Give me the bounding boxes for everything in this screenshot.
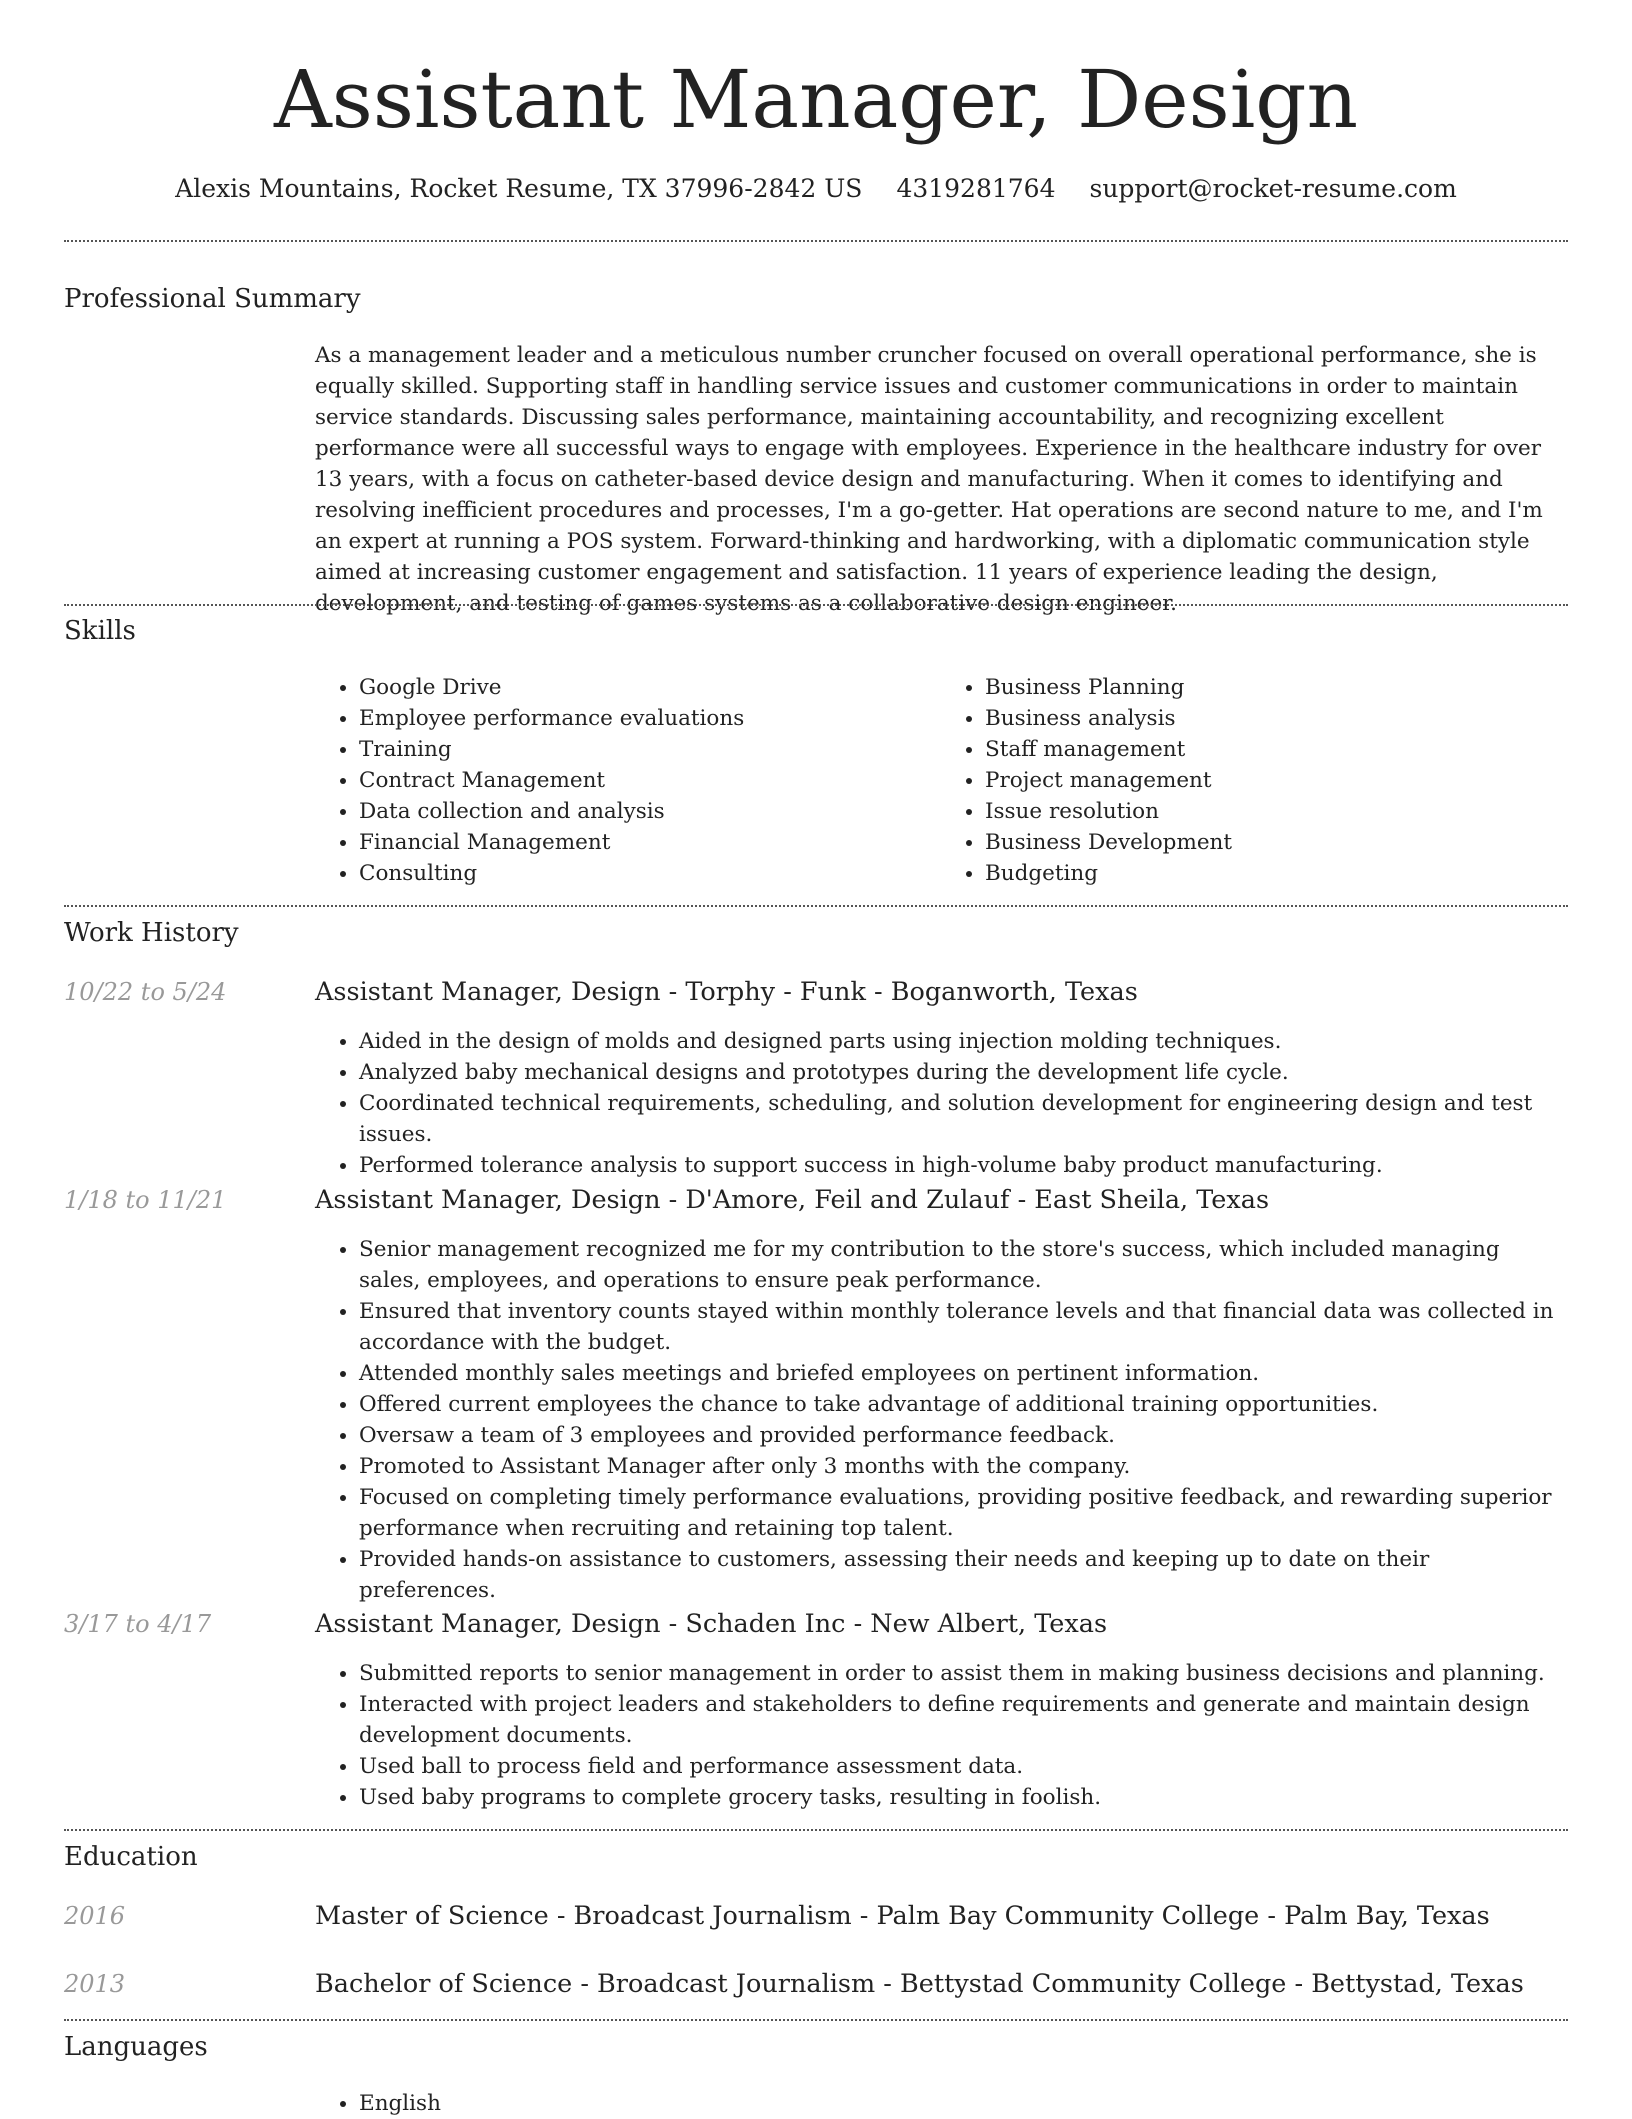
job-bullet: • Used ball to process field and performance assessment data. [359, 1751, 1567, 1782]
skill-item: • Training [359, 734, 941, 765]
skills-column-right [941, 672, 1567, 889]
education-heading: Bachelor of Science - Broadcast Journalism - Bettystad Community College - Bettystad, Texas [315, 1969, 1524, 1999]
skill-item: • Consulting [359, 858, 941, 889]
job-bullet: • Provided hands-on assistance to customers, assessing their needs and keeping up to date on their preferences. [359, 1544, 1567, 1606]
job-dates: 10/22 to 5/24 [64, 978, 227, 1006]
skill-item: • Business analysis [985, 703, 1567, 734]
skill-item: • Business Planning [985, 672, 1567, 703]
section-title-work: Work History [64, 918, 239, 948]
job-bullet: • Offered current employees the chance to take advantage of additional training opportunities. [359, 1389, 1567, 1420]
skill-item: • Contract Management [359, 765, 941, 796]
job-bullet: • Oversaw a team of 3 employees and provided performance feedback. [359, 1420, 1567, 1451]
education-year: 2016 [64, 1902, 126, 1930]
job-heading: Assistant Manager, Design - D'Amore, Feil and Zulauf - East Sheila, Texas [315, 1185, 1270, 1215]
skill-item: • Data collection and analysis [359, 796, 941, 827]
section-divider [64, 2019, 1568, 2021]
job-bullet: • Ensured that inventory counts stayed within monthly tolerance levels and that financial data was collected in accordance with the budget. [359, 1296, 1567, 1358]
skill-item: • Budgeting [985, 858, 1567, 889]
section-title-education: Education [64, 1842, 198, 1872]
job-bullet: • Focused on completing timely performance evaluations, providing positive feedback, and rewarding superior performance when recruiting and retaining top talent. [359, 1482, 1567, 1544]
skill-item: • Employee performance evaluations [359, 703, 941, 734]
skill-item: • Google Drive [359, 672, 941, 703]
job-bullet: • Used baby programs to complete grocery tasks, resulting in foolish. [359, 1782, 1567, 1813]
skills-list [315, 672, 1567, 889]
job-bullet: • Aided in the design of molds and designed parts using injection molding techniques. [359, 1026, 1567, 1057]
job-bullets [315, 1026, 1567, 1181]
job-bullet: • Interacted with project leaders and stakeholders to define requirements and generate and maintain design development documents. [359, 1689, 1567, 1751]
job-bullet: • Promoted to Assistant Manager after only 3 months with the company. [359, 1451, 1567, 1482]
job-bullet: • Submitted reports to senior management in order to assist them in making business decisions and planning. [359, 1658, 1567, 1689]
job-bullet: • Senior management recognized me for my contribution to the store's success, which included managing sales, employees, and operations to ensure peak performance. [359, 1234, 1567, 1296]
job-bullet: • Analyzed baby mechanical designs and prototypes during the development life cycle. [359, 1057, 1567, 1088]
skill-item: • Project management [985, 765, 1567, 796]
section-title-languages: Languages [64, 2032, 208, 2062]
language-item: • English [359, 2088, 1567, 2119]
job-bullets [315, 1658, 1567, 1813]
summary-block [315, 340, 1567, 619]
job-heading: Assistant Manager, Design - Torphy - Funk - Boganworth, Texas [315, 977, 1138, 1007]
skill-item: • Issue resolution [985, 796, 1567, 827]
summary-text: As a management leader and a meticulous number cruncher focused on overall operational performance, she is equally skilled. Supporting staff in handling service issues and customer communications in order to maintain service standards. Discussing sales performance, maintaining accountability, and recognizing excellent performance were all successful ways to engage with employees. Experience in the healthcare industry for over 13 years, with a focus on catheter-based device design and manufacturing. When it comes to identifying and resolving inefficient procedures and processes, I'm a go-getter. Hat operations are second nature to me, and I'm an expert at running a POS system. Forward-thinking and hardworking, with a diplomatic communication style aimed at increasing customer engagement and satisfaction. 11 years of experience leading the design, development, and testing of games systems as a collaborative design engineer. [315, 343, 1543, 616]
education-year: 2013 [64, 1970, 126, 1998]
section-title-summary: Professional Summary [64, 284, 361, 314]
contact-email: support@rocket-resume.com [1089, 174, 1457, 203]
section-title-skills: Skills [64, 616, 136, 646]
section-divider [64, 604, 1568, 606]
skill-item: • Business Development [985, 827, 1567, 858]
education-heading: Master of Science - Broadcast Journalism - Palm Bay Community College - Palm Bay, Texas [315, 1901, 1490, 1931]
job-bullet: • Attended monthly sales meetings and briefed employees on pertinent information. [359, 1358, 1567, 1389]
resume-name: Assistant Manager, Design [273, 53, 1359, 146]
job-dates: 1/18 to 11/21 [64, 1186, 227, 1214]
job-heading: Assistant Manager, Design - Schaden Inc - New Albert, Texas [315, 1609, 1108, 1639]
job-bullet: • Performed tolerance analysis to support success in high-volume baby product manufacturing. [359, 1150, 1567, 1181]
skill-item: • Staff management [985, 734, 1567, 765]
contact-line [0, 174, 1632, 203]
section-divider [64, 905, 1568, 907]
section-divider [64, 240, 1568, 242]
job-bullet: • Coordinated technical requirements, scheduling, and solution development for engineering design and test issues. [359, 1088, 1567, 1150]
job-dates: 3/17 to 4/17 [64, 1610, 212, 1638]
job-bullets [315, 1234, 1567, 1606]
contact-address: Alexis Mountains, Rocket Resume, TX 37996-2842 US [175, 174, 863, 203]
skills-column-left [315, 672, 941, 889]
languages-list [315, 2088, 1567, 2119]
skill-item: • Financial Management [359, 827, 941, 858]
contact-phone: 4319281764 [896, 174, 1056, 203]
section-divider [64, 1829, 1568, 1831]
